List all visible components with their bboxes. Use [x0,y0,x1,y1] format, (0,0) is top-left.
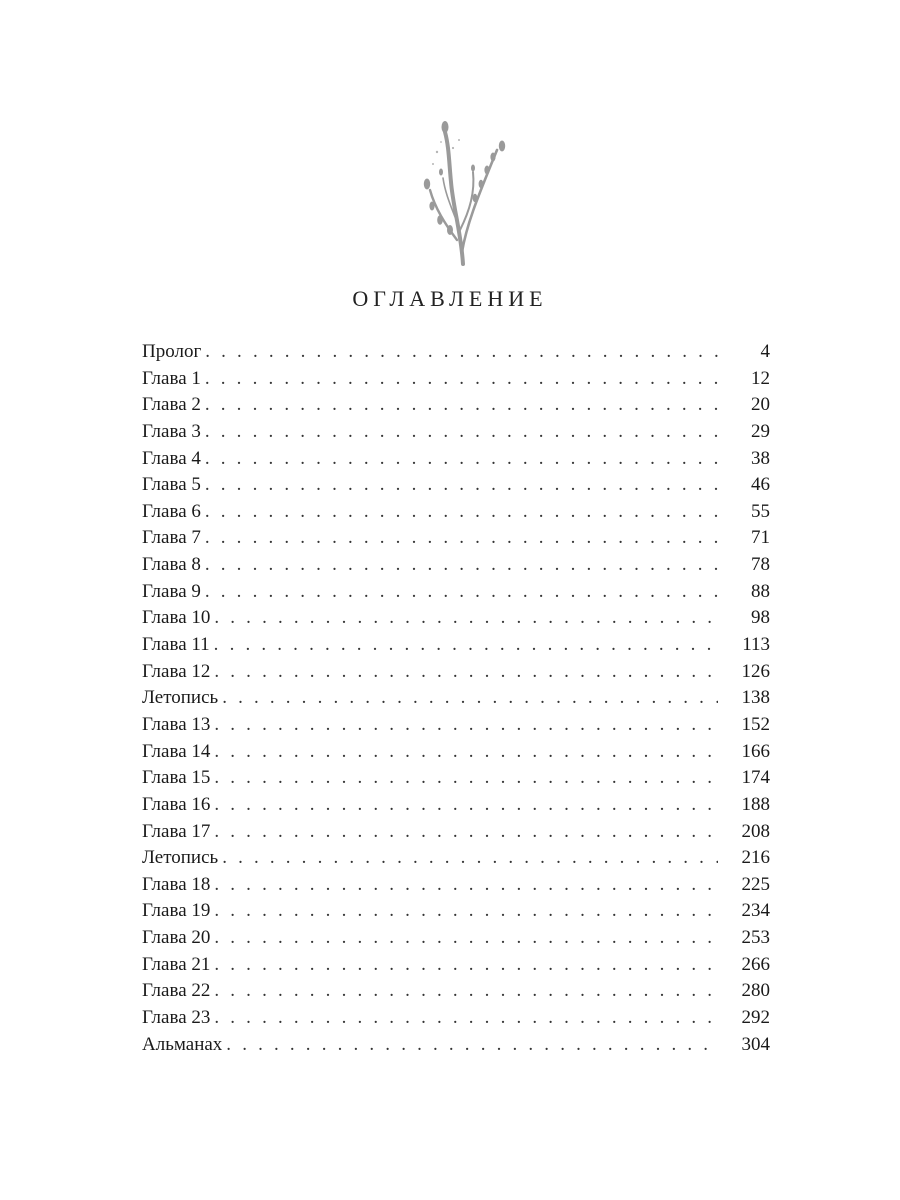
toc-entry-page: 126 [741,660,770,682]
dot-leader [205,392,718,419]
dot-leader [205,499,718,526]
toc-entry-label: Глава 7 [142,527,201,549]
toc-entry-label: Альманах [142,1033,223,1055]
toc-entry-page: 166 [741,740,770,762]
dot-leader [214,819,718,846]
toc-entry-page: 266 [741,953,770,975]
toc-entry-page: 12 [751,367,770,389]
toc-entry-page: 174 [741,767,770,789]
toc-entry-page: 304 [741,1033,770,1055]
toc-entry-label: Глава 13 [142,713,211,735]
dot-leader [205,446,718,473]
toc-entry [142,898,770,925]
toc-entry-label: Глава 3 [142,420,201,442]
toc-entry-label: Глава 19 [142,900,211,922]
toc-entry [142,1005,770,1032]
toc-entry [142,845,770,872]
toc-entry-label: Глава 5 [142,474,201,496]
toc-entry-label: Глава 18 [142,873,211,895]
toc-entry-label: Глава 20 [142,927,211,949]
dot-leader [214,952,718,979]
toc-entry-page: 216 [741,847,770,869]
dot-leader [214,739,718,766]
toc-entry-page: 225 [741,873,770,895]
toc-entry [142,419,770,446]
toc-entry-page: 113 [742,634,770,656]
toc-entry-label: Глава 17 [142,820,211,842]
toc-entry [142,872,770,899]
toc-entry [142,632,770,659]
toc-entry [142,819,770,846]
toc-entry-page: 208 [741,820,770,842]
toc-entry-label: Глава 16 [142,793,211,815]
toc-entry-page: 78 [751,554,770,576]
dot-leader [214,765,718,792]
toc-entry [142,446,770,473]
toc-entry-page: 152 [741,713,770,735]
toc-entry [142,525,770,552]
toc-entry-label: Пролог [142,341,202,362]
toc-entry-label: Глава 22 [142,980,211,1002]
toc-entry [142,978,770,1005]
toc-list [142,339,770,1058]
dot-leader [205,472,718,499]
toc-entry [142,552,770,579]
toc-entry [142,366,770,393]
toc-entry-page: 4 [760,341,770,362]
toc-entry [142,739,770,766]
toc-entry [142,499,770,526]
toc-entry-page: 71 [751,527,770,549]
toc-entry-label: Глава 15 [142,767,211,789]
toc-entry [142,605,770,632]
toc-entry-label: Глава 1 [142,367,201,389]
toc-entry-label: Глава 10 [142,607,211,629]
dot-leader [222,685,718,712]
toc-entry-label: Летопись [142,847,219,869]
toc-entry-label: Глава 4 [142,447,201,469]
toc-entry-label: Глава 9 [142,580,201,602]
dot-leader [205,579,718,606]
toc-entry-page: 188 [741,793,770,815]
toc-entry [142,339,770,366]
toc-entry-page: 253 [741,927,770,949]
toc-entry-label: Глава 21 [142,953,211,975]
toc-entry-label: Глава 6 [142,500,201,522]
dot-leader [214,659,718,686]
toc-entry-page: 55 [751,500,770,522]
toc-entry-page: 88 [751,580,770,602]
toc-entry [142,792,770,819]
toc-entry [142,1032,770,1059]
toc-entry [142,472,770,499]
toc-entry [142,712,770,739]
toc-entry-page: 46 [751,474,770,496]
dot-leader [214,712,718,739]
toc-entry [142,659,770,686]
toc-entry-page: 29 [751,420,770,442]
page-title: ОГЛАВЛЕНИЕ [352,286,548,311]
dot-leader [214,898,718,925]
dot-leader [214,872,718,899]
toc-entry-label: Глава 11 [142,634,210,656]
toc-entry [142,765,770,792]
toc-entry [142,925,770,952]
toc-entry-label: Глава 2 [142,394,201,416]
dot-leader [214,632,718,659]
toc-entry [142,392,770,419]
dot-leader [214,978,718,1005]
toc-entry-page: 38 [751,447,770,469]
toc-entry [142,685,770,712]
dot-leader [214,1005,718,1032]
toc-entry [142,952,770,979]
toc-entry-page: 292 [741,1007,770,1029]
dot-leader [214,605,718,632]
dot-leader [214,792,718,819]
dot-leader [226,1032,718,1059]
toc-entry-page: 20 [751,394,770,416]
toc-entry [142,579,770,606]
toc-entry-page: 280 [741,980,770,1002]
flower-sprig-icon [405,112,515,272]
toc-entry-label: Глава 12 [142,660,211,682]
toc-entry-page: 98 [751,607,770,629]
dot-leader [205,366,718,393]
toc-entry-label: Глава 14 [142,740,211,762]
dot-leader [205,552,718,579]
toc-entry-page: 234 [741,900,770,922]
dot-leader [205,525,718,552]
toc-entry-label: Глава 23 [142,1007,211,1029]
dot-leader [205,339,718,366]
dot-leader [205,419,718,446]
toc-entry-label: Глава 8 [142,554,201,576]
toc-entry-page: 138 [741,687,770,709]
dot-leader [214,925,718,952]
toc-entry-label: Летопись [142,687,219,709]
dot-leader [222,845,718,872]
